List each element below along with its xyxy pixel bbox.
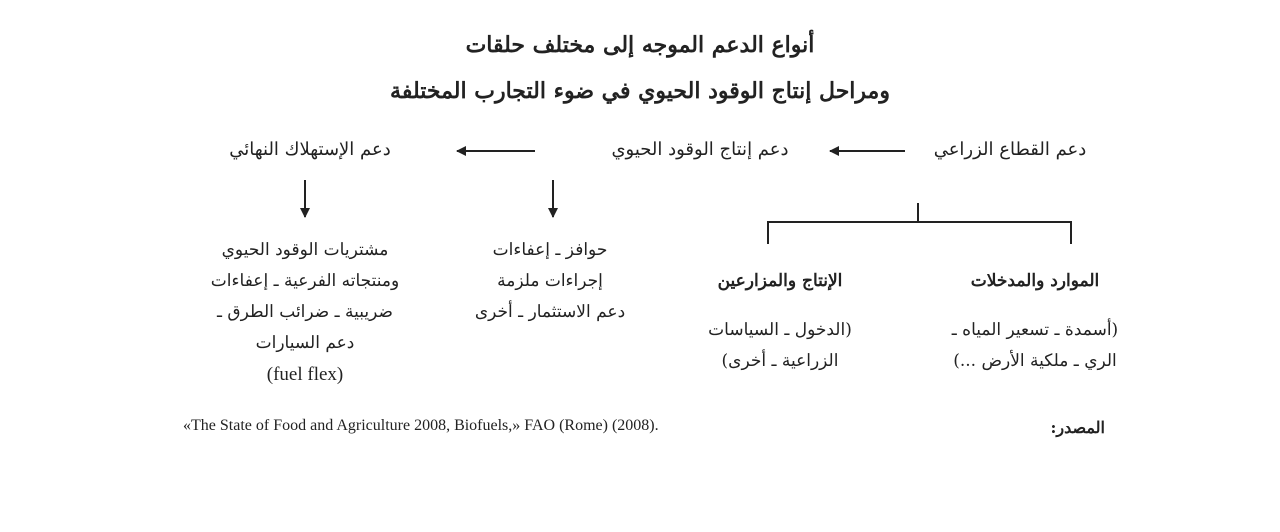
consumption-support-item: ضريبية ـ ضرائب الطرق ـ (217, 302, 393, 322)
production-support-item: إجراءات ملزمة (497, 271, 603, 291)
production-branch (680, 266, 880, 377)
production-support-item: حوافز ـ إعفاءات (492, 240, 608, 260)
consumption-support-item: دعم السيارات (255, 333, 355, 353)
production-line-1: (الدخول ـ السياسات (708, 320, 852, 340)
source-citation: «The State of Food and Agriculture 2008, Biofuels,» FAO (Rome) (2008). (183, 417, 659, 434)
production-line-2: الزراعية ـ أخرى) (721, 351, 839, 371)
resources-branch (920, 266, 1150, 377)
resources-heading: الموارد والمدخلات (970, 271, 1100, 291)
biofuel-production-support-label: دعم إنتاج الوقود الحيوي (611, 139, 789, 160)
production-support-item: دعم الاستثمار ـ أخرى (474, 302, 626, 322)
consumption-support-item: مشتريات الوقود الحيوي (221, 240, 389, 260)
production-heading: الإنتاج والمزارعين (717, 271, 843, 291)
diagram-title-line-2: ومراحل إنتاج الوقود الحيوي في ضوء التجارب المختلفة (390, 78, 890, 104)
final-consumption-support-label: دعم الإستهلاك النهائي (229, 139, 391, 160)
resources-line-1: (أسمدة ـ تسعير المياه ـ (951, 320, 1119, 340)
agricultural-support-label: دعم القطاع الزراعي (933, 139, 1087, 160)
production-support-items (440, 235, 660, 328)
consumption-support-item: (fuel flex) (266, 364, 344, 385)
source-label: المصدر: (1050, 418, 1105, 437)
resources-line-2: الري ـ ملكية الأرض ...) (953, 351, 1117, 371)
consumption-support-items (170, 235, 440, 390)
diagram-title-line-1: أنواع الدعم الموجه إلى مختلف حلقات (465, 32, 815, 58)
consumption-support-item: ومنتجاته الفرعية ـ إعفاءات (210, 271, 400, 291)
